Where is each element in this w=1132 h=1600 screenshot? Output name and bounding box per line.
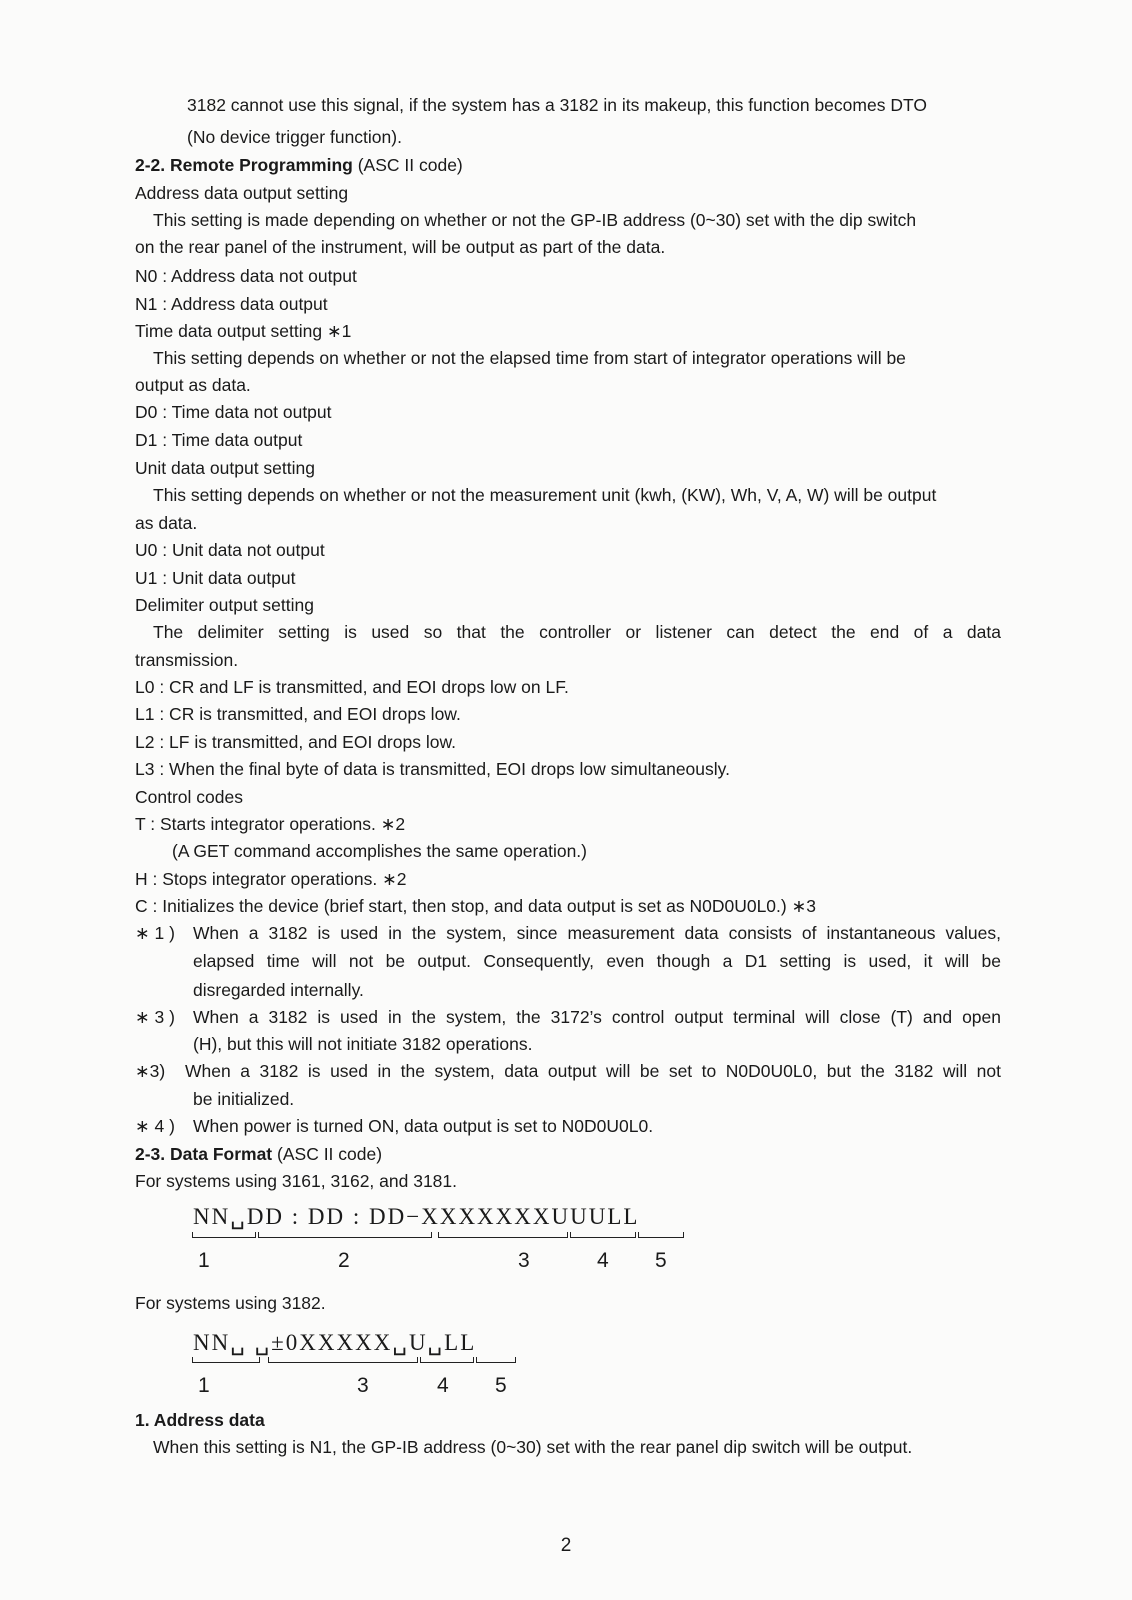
note-text: disregarded internally.: [193, 980, 364, 1000]
note-text: When a 3182 is used in the system, data output will be set to N0D0U0L0, but the 3182 will not: [185, 1061, 1001, 1081]
format-bracket: [420, 1357, 474, 1363]
text-line: This setting depends on whether or not the elapsed time from start of integrator operations will be: [153, 348, 906, 368]
note-marker: ∗ 3 ): [135, 1007, 175, 1027]
section-heading-2-2: [135, 154, 463, 176]
note-text: elapsed time will not be output. Consequently, even though a D1 setting is used, it will be: [193, 951, 1001, 971]
text-line: U0 : Unit data not output: [135, 540, 325, 560]
text-line: This setting depends on whether or not the measurement unit (kwh, (KW), Wh, V, A, W) will be output: [153, 485, 937, 505]
format-bracket: [268, 1357, 418, 1363]
text-line: For systems using 3161, 3162, and 3181.: [135, 1171, 458, 1191]
text-line: C : Initializes the device (brief start, then stop, and data output is set as N0D0U0L0.) ∗3: [135, 896, 816, 916]
text-line: (A GET command accomplishes the same operation.): [172, 841, 588, 861]
heading-suffix: (ASC II code): [277, 1144, 383, 1164]
heading-number: 2-3.: [135, 1144, 166, 1164]
text-line: L0 : CR and LF is transmitted, and EOI drops low on LF.: [135, 677, 569, 697]
heading-title: Data Format: [170, 1144, 273, 1164]
format-field-number: 5: [655, 1249, 667, 1272]
text-line: For systems using 3182.: [135, 1293, 326, 1313]
format-bracket: [476, 1357, 516, 1363]
text-line: This setting is made depending on whether or not the GP-IB address (0~30) set with the dip switch: [153, 210, 917, 230]
note-text: (H), but this will not initiate 3182 operations.: [193, 1034, 533, 1054]
text-line: Address data output setting: [135, 183, 349, 203]
note-marker: ∗3): [135, 1061, 166, 1081]
format-bracket: [192, 1357, 260, 1363]
format-field-number: 4: [597, 1249, 609, 1272]
text-line: U1 : Unit data output: [135, 568, 296, 588]
note-text: When power is turned ON, data output is set to N0D0U0L0.: [193, 1116, 654, 1136]
note-marker: ∗ 4 ): [135, 1116, 175, 1136]
text-line: N1 : Address data output: [135, 294, 328, 314]
format-field-number: 1: [198, 1249, 210, 1272]
text-line: D1 : Time data output: [135, 430, 303, 450]
note-marker: ∗ 1 ): [135, 923, 175, 943]
text-line: Unit data output setting: [135, 458, 315, 478]
format-bracket: [570, 1232, 636, 1238]
note-text: When a 3182 is used in the system, the 3172’s control output terminal will close (T) and open: [193, 1007, 1001, 1027]
format-field-number: 3: [518, 1249, 530, 1272]
text-line: Control codes: [135, 787, 243, 807]
heading-number: 2-2.: [135, 155, 166, 175]
text-line: L1 : CR is transmitted, and EOI drops low.: [135, 704, 461, 724]
text-line: (No device trigger function).: [187, 127, 402, 147]
section-heading-2-3: [135, 1143, 382, 1165]
format-field-number: 4: [437, 1374, 449, 1397]
data-format-string-1: NN␣DD : DD : DD−XXXXXXXUUULL: [193, 1204, 640, 1229]
format-field-number: 5: [495, 1374, 507, 1397]
text-line: on the rear panel of the instrument, will be output as part of the data.: [135, 237, 666, 257]
text-line: transmission.: [135, 650, 239, 670]
text-line: output as data.: [135, 375, 251, 395]
note-text: be initialized.: [193, 1089, 295, 1109]
page-number: 2: [560, 1535, 572, 1556]
text-line: L3 : When the final byte of data is transmitted, EOI drops low simultaneously.: [135, 759, 730, 779]
text-line: The delimiter setting is used so that the controller or listener can detect the end of a data: [153, 622, 1001, 642]
text-line: 3182 cannot use this signal, if the system has a 3182 in its makeup, this function becomes DTO: [187, 95, 927, 115]
data-format-string-2: NN␣ ␣±0XXXXX␣U␣LL: [193, 1330, 477, 1355]
text-line: L2 : LF is transmitted, and EOI drops low.: [135, 732, 456, 752]
heading-suffix: (ASC II code): [357, 155, 463, 175]
subsection-heading: [135, 1409, 265, 1431]
text-line: H : Stops integrator operations. ∗2: [135, 869, 407, 889]
text-line: Delimiter output setting: [135, 595, 314, 615]
text-line: When this setting is N1, the GP-IB address (0~30) set with the rear panel dip switch will be output.: [153, 1437, 913, 1457]
format-bracket: [438, 1232, 568, 1238]
heading-title: 1. Address data: [135, 1410, 265, 1430]
text-line: T : Starts integrator operations. ∗2: [135, 814, 406, 834]
heading-title: Remote Programming: [170, 155, 353, 175]
text-line: D0 : Time data not output: [135, 402, 332, 422]
format-field-number: 1: [198, 1374, 210, 1397]
format-bracket: [192, 1232, 256, 1238]
text-line: as data.: [135, 513, 198, 533]
text-line: Time data output setting ∗1: [135, 321, 352, 341]
text-line: N0 : Address data not output: [135, 266, 357, 286]
format-field-number: 3: [357, 1374, 369, 1397]
format-bracket: [258, 1232, 432, 1238]
format-bracket: [638, 1232, 684, 1238]
note-text: When a 3182 is used in the system, since measurement data consists of instantaneous values,: [193, 923, 1001, 943]
format-field-number: 2: [338, 1249, 350, 1272]
